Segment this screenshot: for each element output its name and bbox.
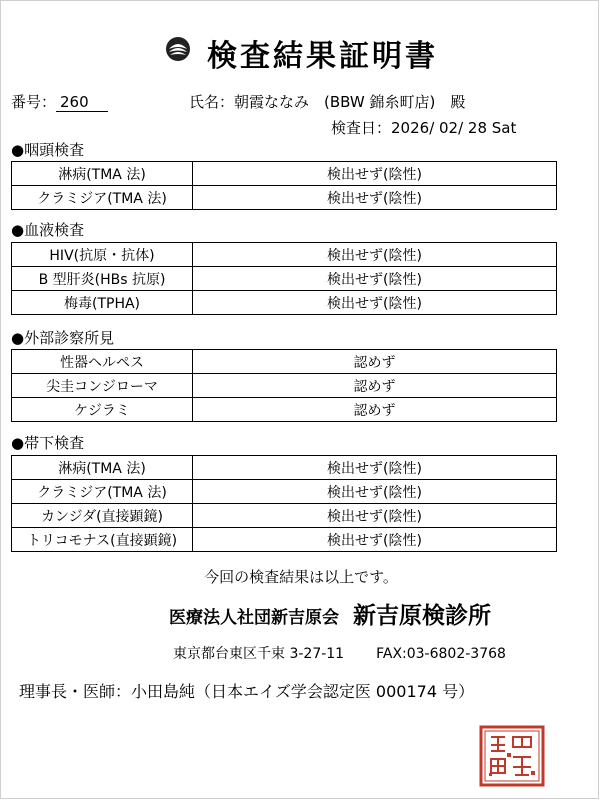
test-result: 検出せず(陰性) — [193, 456, 557, 480]
table-row — [12, 186, 557, 210]
number-label: 番号： — [11, 93, 57, 111]
page-title: 検査結果証明書 — [207, 39, 439, 74]
org-corporation: 医療法人社団新吉原会 — [169, 608, 339, 628]
test-result: 検出せず(陰性) — [193, 504, 557, 528]
test-result: 検出せず(陰性) — [193, 267, 557, 291]
section-title-blood: ●血液検査 — [11, 221, 85, 239]
table-row — [12, 528, 557, 552]
director-line: 理事長・医師：小田島純（日本エイズ学会認定医 000174 号） — [19, 682, 475, 701]
results-table-blood — [11, 242, 557, 315]
date-value: 2026/ 02/ 28 Sat — [391, 119, 517, 137]
number-value: 260 — [56, 93, 108, 112]
table-row — [12, 267, 557, 291]
test-item: ケジラミ — [12, 398, 193, 422]
table-row — [12, 398, 557, 422]
name-field — [189, 91, 465, 112]
table-row — [12, 291, 557, 315]
test-result: 検出せず(陰性) — [193, 291, 557, 315]
date-label: 検査日： — [331, 119, 392, 137]
name-label: 氏名： — [189, 93, 235, 111]
test-result: 検出せず(陰性) — [193, 186, 557, 210]
table-row — [12, 456, 557, 480]
test-result: 検出せず(陰性) — [193, 480, 557, 504]
test-result: 検出せず(陰性) — [193, 243, 557, 267]
results-end-note: 今回の検査結果は以上です。 — [204, 568, 398, 586]
test-item: 梅毒(TPHA) — [12, 291, 193, 315]
section-title-discharge: ●帯下検査 — [11, 434, 85, 452]
test-item: カンジダ(直接顕鏡) — [12, 504, 193, 528]
number-field — [11, 91, 108, 112]
results-table-throat — [11, 161, 557, 210]
results-table-external — [11, 349, 557, 422]
address-line — [173, 643, 506, 663]
test-item: トリコモナス(直接顕鏡) — [12, 528, 193, 552]
name-value: 朝霞ななみ (BBW 錦糸町店) 殿 — [234, 93, 466, 111]
test-item: クラミジア(TMA 法) — [12, 480, 193, 504]
test-result: 検出せず(陰性) — [193, 528, 557, 552]
test-result: 認めず — [193, 398, 557, 422]
red-seal-stamp — [479, 725, 545, 787]
test-item: 尖圭コンジローマ — [12, 374, 193, 398]
test-result: 認めず — [193, 350, 557, 374]
test-item: 淋病(TMA 法) — [12, 162, 193, 186]
title-row — [1, 31, 600, 75]
section-title-external: ●外部診察所見 — [11, 329, 115, 347]
test-result: 検出せず(陰性) — [193, 162, 557, 186]
org-clinic: 新吉原検診所 — [353, 603, 491, 629]
table-row — [12, 350, 557, 374]
test-item: クラミジア(TMA 法) — [12, 186, 193, 210]
fax-number: FAX:03-6802-3768 — [376, 646, 506, 662]
table-row — [12, 504, 557, 528]
test-item: HIV(抗原・抗体) — [12, 243, 193, 267]
table-row — [12, 243, 557, 267]
test-item: B 型肝炎(HBs 抗原) — [12, 267, 193, 291]
table-row — [12, 162, 557, 186]
organization-name — [169, 597, 491, 630]
results-table-discharge — [11, 455, 557, 552]
exam-date-field — [331, 117, 516, 138]
table-row — [12, 374, 557, 398]
clinic-emblem-icon — [164, 35, 192, 63]
test-item: 淋病(TMA 法) — [12, 456, 193, 480]
test-item: 性器ヘルペス — [12, 350, 193, 374]
section-title-throat: ●咽頭検査 — [11, 141, 85, 159]
test-result: 認めず — [193, 374, 557, 398]
table-row — [12, 480, 557, 504]
address: 東京都台東区千束 3-27-11 — [173, 646, 345, 662]
